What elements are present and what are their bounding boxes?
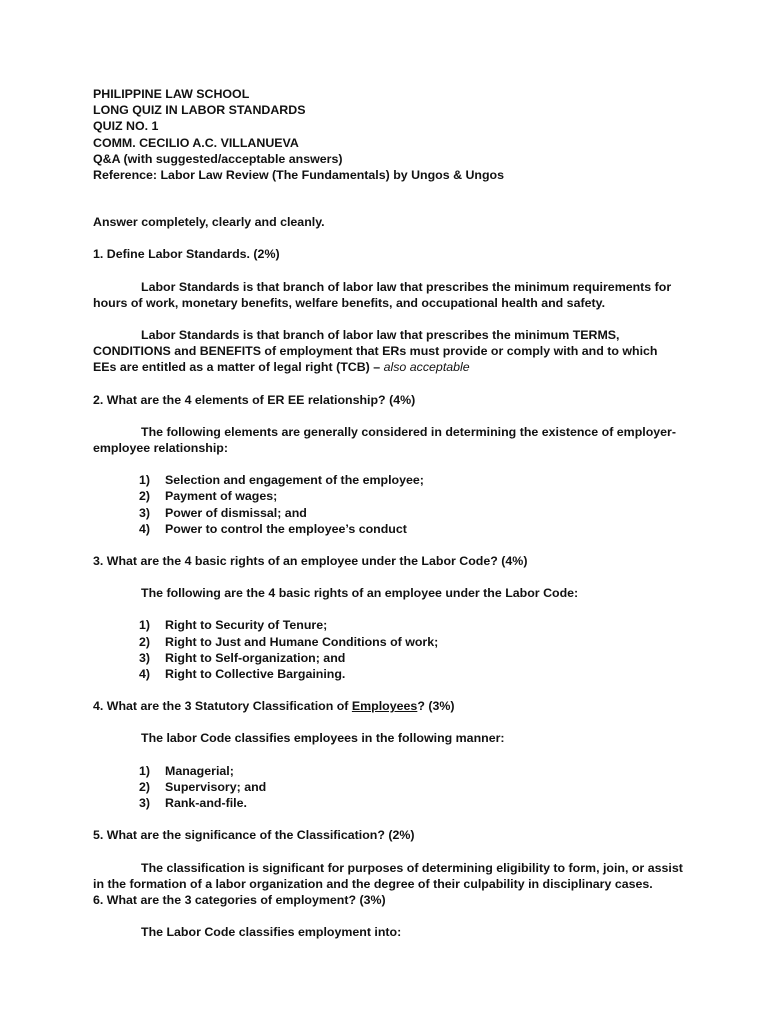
question-4 — [93, 698, 683, 714]
list-text: Power to control the employee’s conduct — [165, 521, 407, 536]
list-number: 4) — [139, 521, 151, 536]
instructor-name: COMM. CECILIO A.C. VILLANUEVA — [93, 135, 299, 150]
list-text: Supervisory; and — [165, 779, 267, 794]
list-text: Power of dismissal; and — [165, 505, 307, 520]
classification-list — [93, 763, 683, 812]
list-text: Rank-and-file. — [165, 796, 247, 811]
answer-6-intro: The Labor Code classifies employment into: — [141, 925, 402, 940]
answer-1a: Labor Standards is that branch of labor law that prescribes the minimum requirements for hours of work, monetary benefits, welfare benefits, and occupational health and safety. — [93, 279, 672, 310]
list-text: Payment of wages; — [165, 489, 278, 504]
list-number: 3) — [139, 796, 151, 811]
list-text: Right to Collective Bargaining. — [165, 667, 346, 682]
list-number: 4) — [139, 667, 151, 682]
question-6: 6. What are the 3 categories of employment? (3%) — [93, 892, 386, 907]
answer-4-intro: The labor Code classifies employees in the following manner: — [141, 731, 505, 746]
list-item — [93, 634, 683, 650]
list-item — [93, 650, 683, 666]
quiz-title: LONG QUIZ IN LABOR STANDARDS — [93, 103, 306, 118]
list-text: Managerial; — [165, 763, 234, 778]
answer-1b-text: Labor Standards is that branch of labor law that prescribes the minimum TERMS, CONDITIONS and BENEFITS of employment that ERs must provide or comply with and to which EEs are entitled as a matter of legal right (TCB) – — [93, 328, 658, 375]
list-number: 3) — [139, 650, 151, 665]
question-1: 1. Define Labor Standards. (2%) — [93, 247, 280, 262]
quiz-number: QUIZ NO. 1 — [93, 119, 159, 134]
list-text: Selection and engagement of the employee; — [165, 473, 424, 488]
answer-3-intro: The following are the 4 basic rights of an employee under the Labor Code: — [141, 586, 579, 601]
list-text: Right to Security of Tenure; — [165, 618, 328, 633]
answer-2-intro: The following elements are generally considered in determining the existence of employer-employee relationship: — [93, 424, 676, 456]
document-subtitle: Q&A (with suggested/acceptable answers) — [93, 151, 343, 166]
question-2: 2. What are the 4 elements of ER EE relationship? (4%) — [93, 392, 416, 407]
reference-line: Reference: Labor Law Review (The Fundamentals) by Ungos & Ungos — [93, 168, 505, 183]
elements-list — [93, 472, 683, 537]
instruction-text: Answer completely, clearly and cleanly. — [93, 215, 325, 230]
document-content — [93, 86, 683, 940]
list-number: 1) — [139, 763, 151, 778]
question-4-prefix: 4. What are the 3 Statutory Classification of — [93, 699, 352, 714]
question-4-underlined: Employees — [351, 699, 418, 714]
list-item — [93, 521, 683, 537]
question-4-suffix: ? (3%) — [417, 699, 455, 714]
list-number: 2) — [139, 489, 151, 504]
document-header — [93, 86, 683, 183]
list-item — [93, 617, 683, 633]
rights-list — [93, 617, 683, 682]
list-item — [93, 472, 683, 488]
list-item — [93, 505, 683, 521]
question-3: 3. What are the 4 basic rights of an employee under the Labor Code? (4%) — [93, 554, 528, 569]
list-number: 1) — [139, 473, 151, 488]
question-5: 5. What are the significance of the Classification? (2%) — [93, 828, 415, 843]
list-number: 2) — [139, 634, 151, 649]
answer-5: The classification is significant for purposes of determining eligibility to form, join, or assist in the formation of a labor organization and the degree of their culpability in disciplinary cases. — [93, 860, 683, 891]
school-name: PHILIPPINE LAW SCHOOL — [93, 87, 250, 101]
list-number: 2) — [139, 779, 151, 794]
list-item — [93, 488, 683, 504]
list-item — [93, 779, 683, 795]
answer-1b — [93, 327, 683, 376]
answer-1b-note: also acceptable — [383, 360, 470, 375]
list-text: Right to Self-organization; and — [165, 650, 346, 665]
list-item — [93, 763, 683, 779]
list-text: Right to Just and Humane Conditions of work; — [165, 634, 439, 649]
list-item — [93, 666, 683, 682]
list-number: 3) — [139, 505, 151, 520]
list-number: 1) — [139, 618, 151, 633]
list-item — [93, 795, 683, 811]
